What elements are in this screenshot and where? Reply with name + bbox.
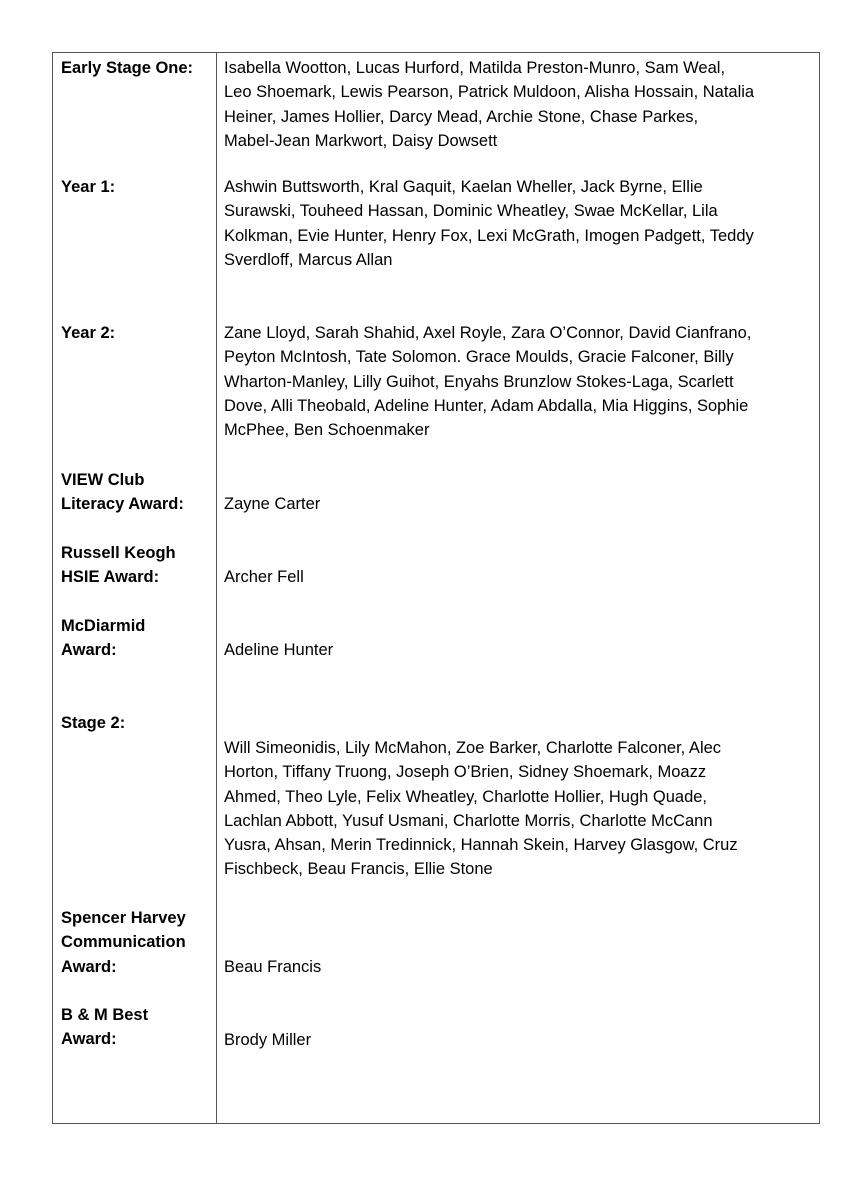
names-line: Will Simeonidis, Lily McMahon, Zoe Barker, Charlotte Falconer, Alec <box>224 739 722 757</box>
section-names-early-stage-one <box>224 56 814 153</box>
names-line: Kolkman, Evie Hunter, Henry Fox, Lexi McGrath, Imogen Padgett, Teddy <box>224 226 754 245</box>
section-names-year-2 <box>224 321 814 442</box>
section-label-russell-keogh-hsie-award <box>61 541 211 590</box>
label-line: Award: <box>61 1030 117 1049</box>
section-names-stage-2 <box>224 736 814 882</box>
label-line: Stage 2: <box>61 714 126 732</box>
section-names-year-1 <box>224 175 814 272</box>
section-label-early-stage-one <box>61 56 211 80</box>
names-line: Surawski, Touheed Hassan, Dominic Wheatley, Swae McKellar, Lila <box>224 202 718 221</box>
section-names-spencer-harvey-communication-award <box>224 955 814 979</box>
section-label-spencer-harvey-communication-award <box>61 906 211 979</box>
names-line: Heiner, James Hollier, Darcy Mead, Archie Stone, Chase Parkes, <box>224 107 699 126</box>
column-divider <box>216 53 217 1123</box>
label-line: Year 2: <box>61 324 116 342</box>
names-line: Zane Lloyd, Sarah Shahid, Axel Royle, Zara O’Connor, David Cianfrano, <box>224 324 752 342</box>
names-line: Archer Fell <box>224 568 304 586</box>
awards-table <box>52 52 820 1124</box>
section-label-b-and-m-best-award <box>61 1003 211 1052</box>
names-line: Fischbeck, Beau Francis, Ellie Stone <box>224 860 493 879</box>
label-line: HSIE Award: <box>61 568 160 587</box>
names-line: Wharton-Manley, Lilly Guihot, Enyahs Brunzlow Stokes-Laga, Scarlett <box>224 372 734 391</box>
section-names-b-and-m-best-award <box>224 1028 814 1052</box>
names-line: Isabella Wootton, Lucas Hurford, Matilda Preston-Munro, Sam Weal, <box>224 59 726 77</box>
names-line: McPhee, Ben Schoenmaker <box>224 421 430 440</box>
names-line: Adeline Hunter <box>224 641 334 659</box>
section-label-year-1 <box>61 175 211 199</box>
label-line: Year 1: <box>61 178 116 196</box>
label-line: Spencer Harvey <box>61 909 186 927</box>
names-line: Brody Miller <box>224 1031 312 1049</box>
names-line: Lachlan Abbott, Yusuf Usmani, Charlotte Morris, Charlotte McCann <box>224 811 713 830</box>
section-label-view-club-literacy-award <box>61 468 211 517</box>
section-label-year-2 <box>61 321 211 345</box>
label-line: Literacy Award: <box>61 495 184 514</box>
label-line: Russell Keogh <box>61 544 176 562</box>
label-line: Early Stage One: <box>61 59 194 77</box>
section-label-mcdiarmid-award <box>61 614 211 663</box>
names-line: Ahmed, Theo Lyle, Felix Wheatley, Charlotte Hollier, Hugh Quade, <box>224 787 708 806</box>
names-line: Horton, Tiffany Truong, Joseph O’Brien, Sidney Shoemark, Moazz <box>224 763 707 782</box>
label-line: McDiarmid <box>61 617 146 635</box>
label-line: VIEW Club <box>61 471 145 489</box>
names-line: Dove, Alli Theobald, Adeline Hunter, Adam Abdalla, Mia Higgins, Sophie <box>224 396 749 415</box>
names-line: Peyton McIntosh, Tate Solomon. Grace Moulds, Gracie Falconer, Billy <box>224 348 734 367</box>
names-line: Yusra, Ahsan, Merin Tredinnick, Hannah Skein, Harvey Glasgow, Cruz <box>224 836 738 855</box>
section-names-russell-keogh-hsie-award <box>224 565 814 589</box>
names-line: Zayne Carter <box>224 495 321 513</box>
section-names-view-club-literacy-award <box>224 492 814 516</box>
label-line: Award: <box>61 957 117 976</box>
names-line: Beau Francis <box>224 958 322 976</box>
section-names-mcdiarmid-award <box>224 638 814 662</box>
names-line: Mabel-Jean Markwort, Daisy Dowsett <box>224 131 498 150</box>
section-label-stage-2 <box>61 711 211 735</box>
names-line: Sverdloff, Marcus Allan <box>224 250 393 269</box>
label-line: B & M Best <box>61 1006 149 1024</box>
label-line: Communication <box>61 933 186 952</box>
names-line: Ashwin Buttsworth, Kral Gaquit, Kaelan Wheller, Jack Byrne, Ellie <box>224 178 703 196</box>
label-line: Award: <box>61 641 117 660</box>
names-line: Leo Shoemark, Lewis Pearson, Patrick Muldoon, Alisha Hossain, Natalia <box>224 83 755 102</box>
